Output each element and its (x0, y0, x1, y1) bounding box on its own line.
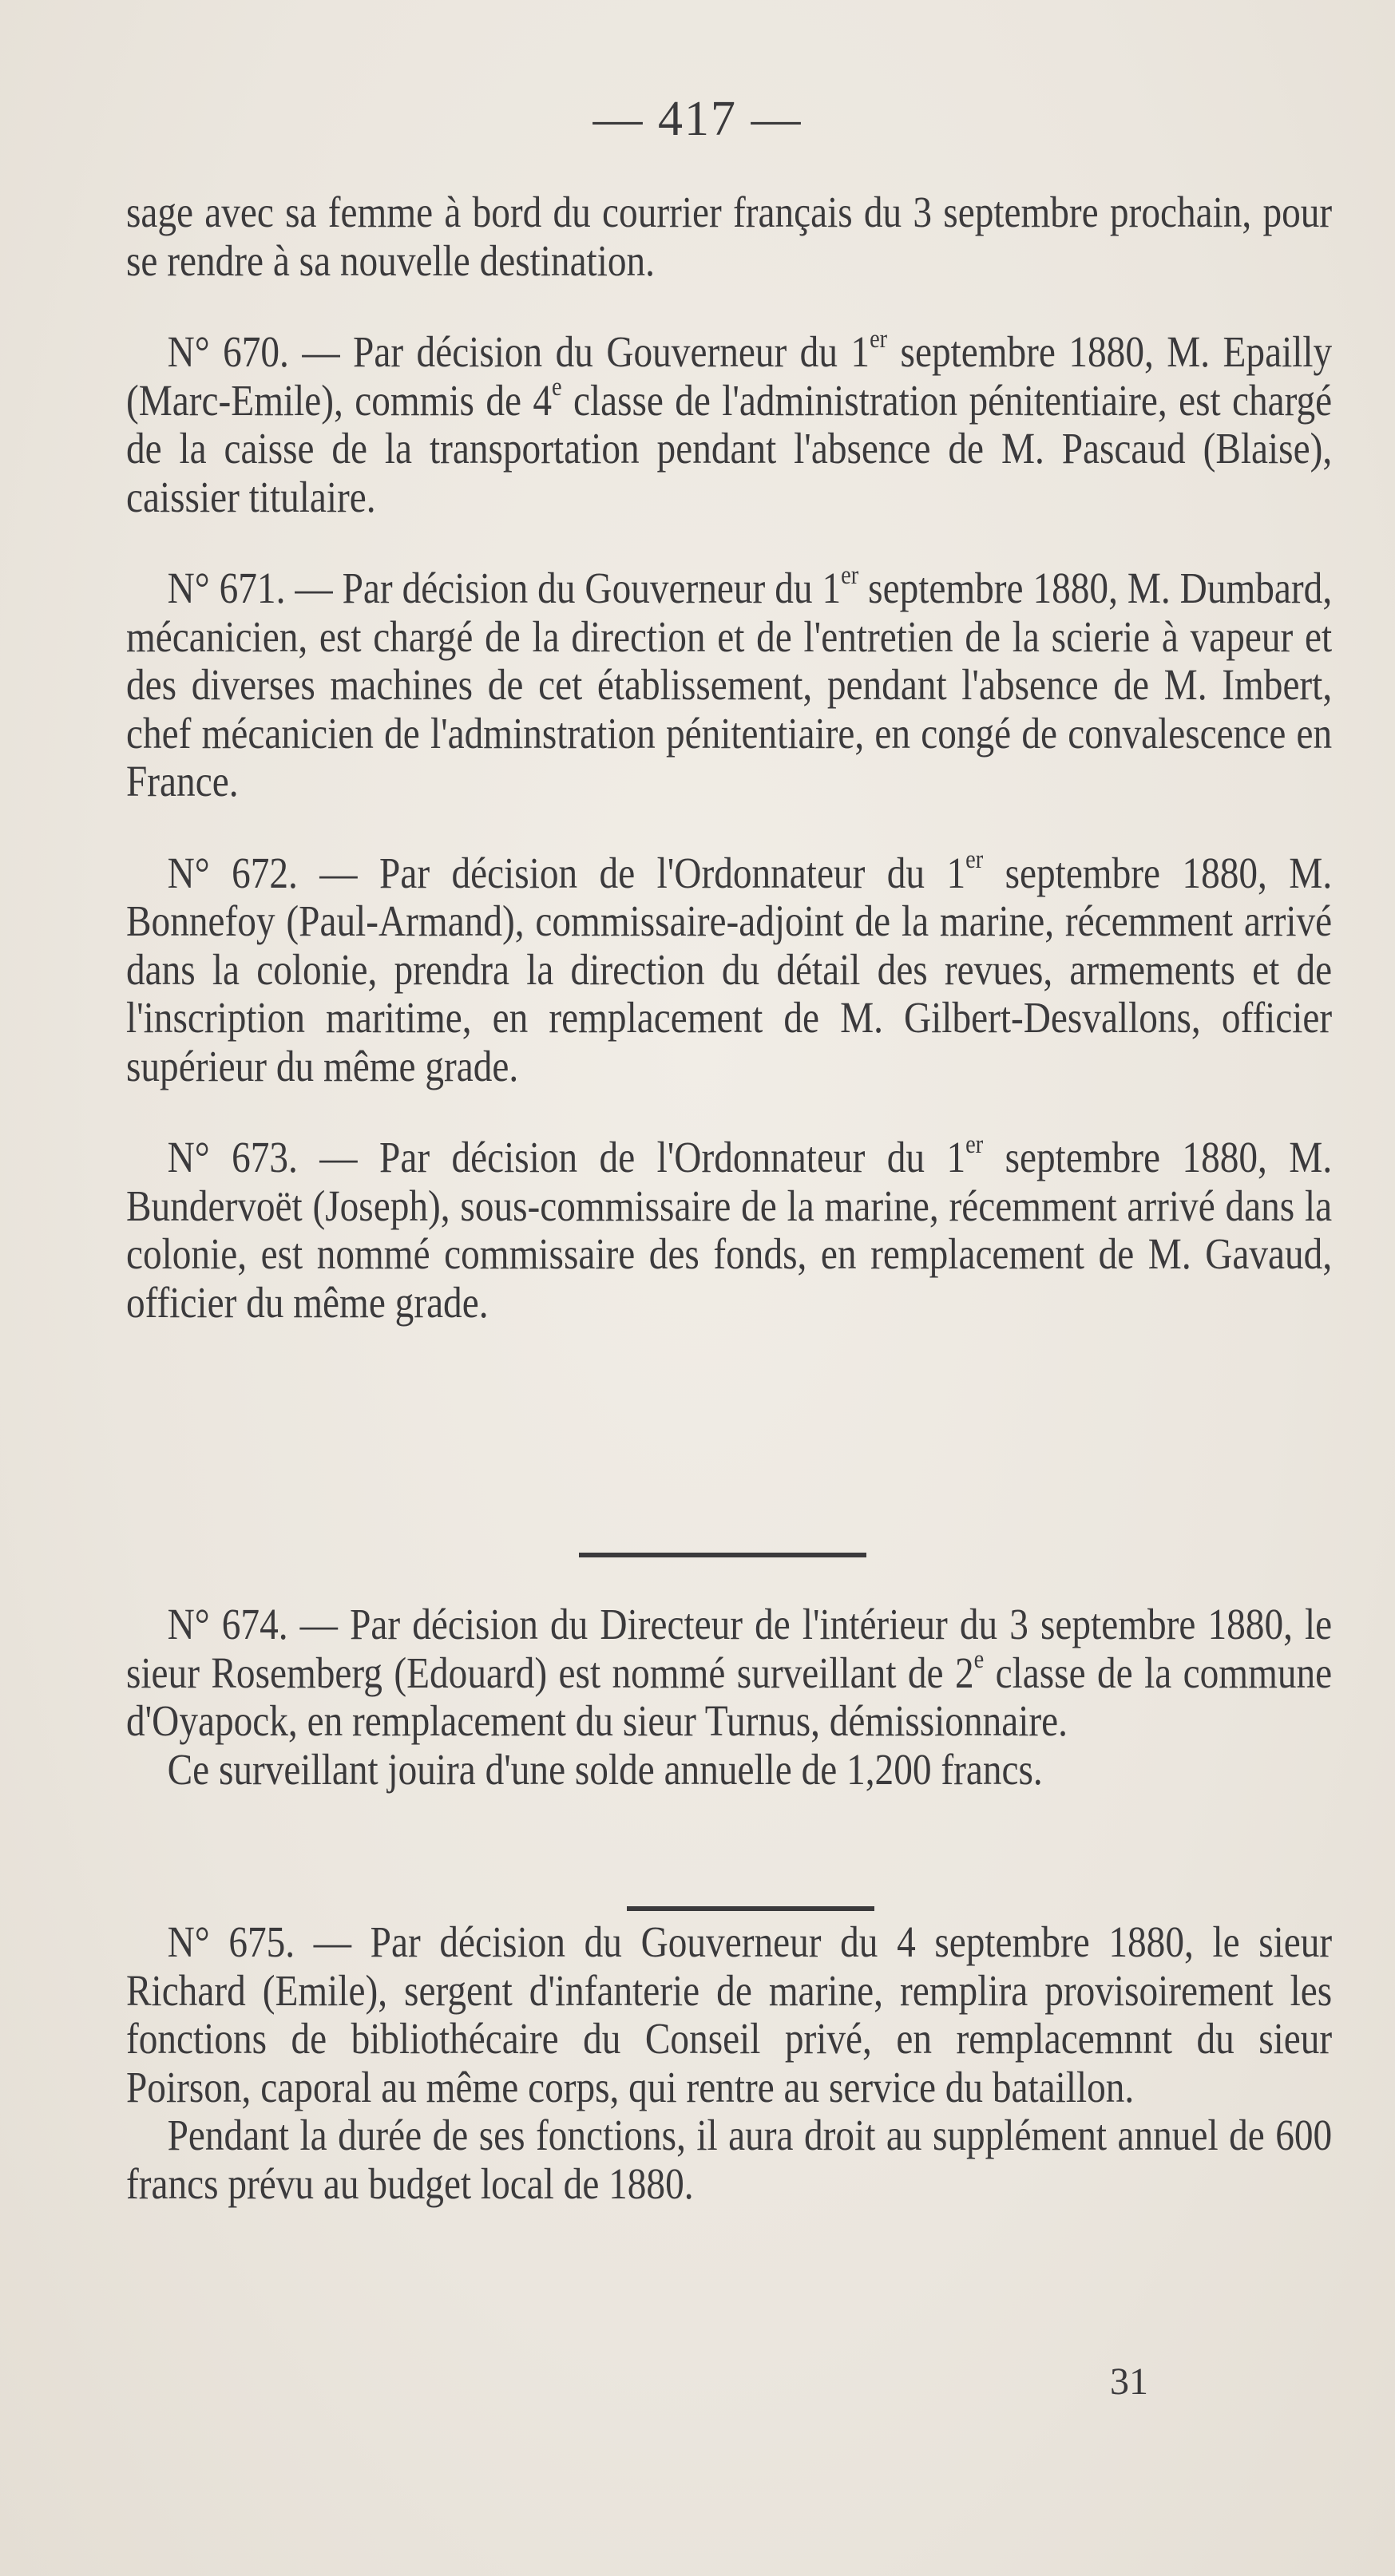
text-block-upper (126, 188, 1333, 1327)
separator-rule (627, 1906, 874, 1911)
text-block-lower (126, 1917, 1333, 2208)
separator-rule (579, 1553, 866, 1557)
paragraph-670: N° 670. — Par décision du Gouverneur du 1er septembre 1880, M. Epailly (Marc-Emile), commis de 4e classe de l'administration pénitentiaire, est chargé de la caisse de la transportation pendant l'absence de M. Pascaud (Blaise), caissier titulaire. (126, 324, 1333, 521)
decision-number: N° 670. (167, 327, 289, 376)
paragraph-674: N° 674. — Par décision du Directeur de l'intérieur du 3 septembre 1880, le sieur Rosemberg (Edouard) est nommé surveillant de 2e classe de la commune d'Oyapock, en remplacement du sieur Turnus, démissionnaire. (126, 1600, 1333, 1745)
decision-number: N° 671. (167, 564, 286, 612)
decision-number: N° 672. (167, 848, 298, 897)
paragraph-intro: sage avec sa femme à bord du courrier français du 3 septembre prochain, pour se rendre à sa nouvelle destination. (126, 188, 1333, 285)
paragraph-675: N° 675. — Par décision du Gouverneur du 4 septembre 1880, le sieur Richard (Emile), sergent d'infanterie de marine, remplira provisoirement les fonctions de bibliothécaire du Conseil privé, en remplacemnnt du sieur Poirson, caporal au même corps, qui rentre au service du bataillon. (126, 1917, 1333, 2111)
paragraph-675-supplement: Pendant la durée de ses fonctions, il aura droit au supplément annuel de 600 francs prévu au budget local de 1880. (126, 2111, 1333, 2208)
paragraph-673: N° 673. — Par décision de l'Ordonnateur du 1er septembre 1880, M. Bundervoët (Joseph), sous-commissaire de la marine, récemment arrivé dans la colonie, est nommé commissaire des fonds, en remplacement de M. Gavaud, officier du même grade. (126, 1130, 1333, 1327)
decision-number: N° 673. (167, 1133, 298, 1181)
decision-number: N° 674. (167, 1600, 288, 1648)
decision-number: N° 675. (167, 1917, 295, 1966)
page-number-header: — 417 — (592, 92, 803, 146)
text-block-middle (126, 1600, 1333, 1794)
paragraph-674-salary: Ce surveillant jouira d'une solde annuelle de 1,200 francs. (167, 1744, 1043, 1794)
signature-mark: 31 (1110, 2360, 1148, 2403)
paragraph-672: N° 672. — Par décision de l'Ordonnateur du 1er septembre 1880, M. Bonnefoy (Paul-Armand), commissaire-adjoint de la marine, récemment arrivé dans la colonie, prendra la direction du détail des revues, armements et de l'inscription maritime, en remplacement de M. Gilbert-Desvallons, officier supérieur du même grade. (126, 845, 1333, 1090)
paragraph-671: N° 671. — Par décision du Gouverneur du 1er septembre 1880, M. Dumbard, mécanicien, est chargé de la direction et de l'entretien de la scierie à vapeur et des diverses machines de cet établissement, pendant l'absence de M. Imbert, chef mécanicien de l'adminstration pénitentiaire, en congé de convalescence en France. (126, 560, 1333, 805)
